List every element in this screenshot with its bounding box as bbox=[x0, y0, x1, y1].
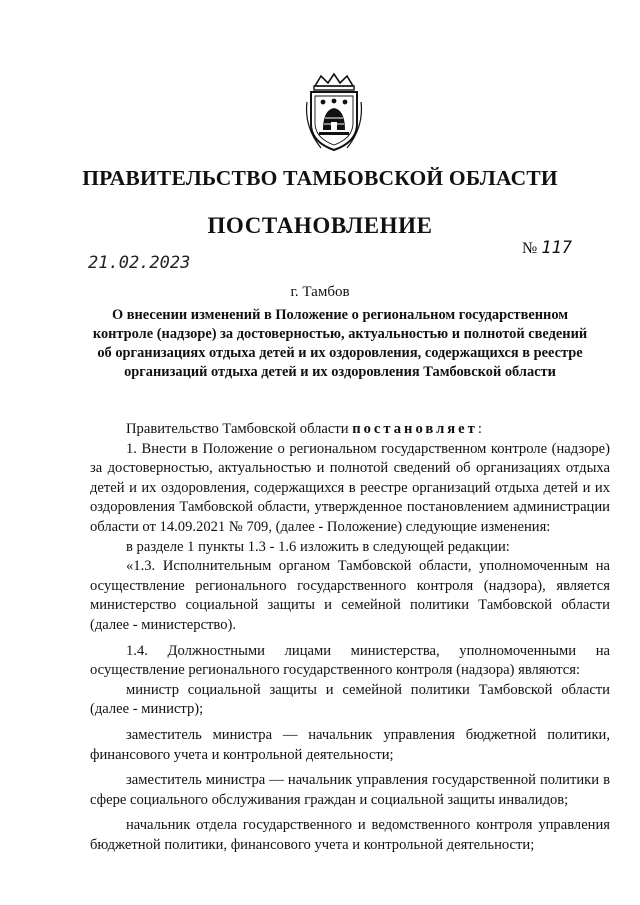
intro-prefix: Правительство Тамбовской области bbox=[126, 421, 349, 437]
intro-paragraph bbox=[90, 420, 610, 440]
paragraph-7: заместитель министра — начальник управления государственной политики в сфере социального обслуживания граждан и социальной защиты инвалидов; bbox=[90, 772, 610, 808]
paragraph-8: начальник отдела государственного и ведомственного контроля управления бюджетной политики, финансового учета и контрольной деятельности; bbox=[90, 817, 610, 853]
paragraph-5: министр социальной защиты и семейной политики Тамбовской области (далее - министр); bbox=[90, 681, 610, 718]
document-number bbox=[522, 238, 572, 258]
organization-title: ПРАВИТЕЛЬСТВО ТАМБОВСКОЙ ОБЛАСТИ bbox=[82, 166, 558, 190]
number-label: № bbox=[522, 240, 538, 257]
coat-of-arms-icon bbox=[301, 72, 367, 154]
city-line: г. Тамбов bbox=[290, 284, 350, 300]
paragraph-3: «1.3. Исполнительным органом Тамбовской области, уполномоченным на осуществление регионального государственного контроля (надзора), является министерство социальной защиты и семейной политики Тамбовской области (далее - министерство). bbox=[90, 558, 610, 633]
paragraph-4: 1.4. Должностными лицами министерства, уполномоченными на осуществление регионального государственного контроля (надзора) являются: bbox=[90, 642, 610, 679]
document-date: 21.02.2023 bbox=[88, 253, 191, 273]
document-body bbox=[90, 420, 610, 855]
paragraph-2: в разделе 1 пункты 1.3 - 1.6 изложить в следующей редакции: bbox=[126, 538, 510, 555]
paragraph-6: заместитель министра — начальник управления бюджетной политики, финансового учета и контрольной деятельности; bbox=[90, 726, 610, 763]
intro-suffix: : bbox=[477, 421, 482, 437]
paragraph-1: 1. Внести в Положение о региональном государственном контроле (надзоре) за достоверностью, актуальностью и полнотой сведений об организациях отдыха детей и их оздоровления, содержащихся в реестре организаций отдыха детей и их оздоровления Тамбовской области, утвержденное постановлением администрации области от 14.09.2021 № 709, (далее - Положение) следующие изменения: bbox=[90, 440, 610, 535]
document-subject: О внесении изменений в Положение о региональном государственном контроле (надзоре) за достоверностью, актуальностью и полнотой сведений об организациях отдыха детей и их оздоровления, содержащихся в реестре организаций отдыха детей и их оздоровления Тамбовской области bbox=[92, 307, 588, 380]
intro-verb: постановляет bbox=[352, 421, 478, 437]
document-type-title: ПОСТАНОВЛЕНИЕ bbox=[207, 213, 433, 238]
number-value: 117 bbox=[541, 238, 572, 258]
